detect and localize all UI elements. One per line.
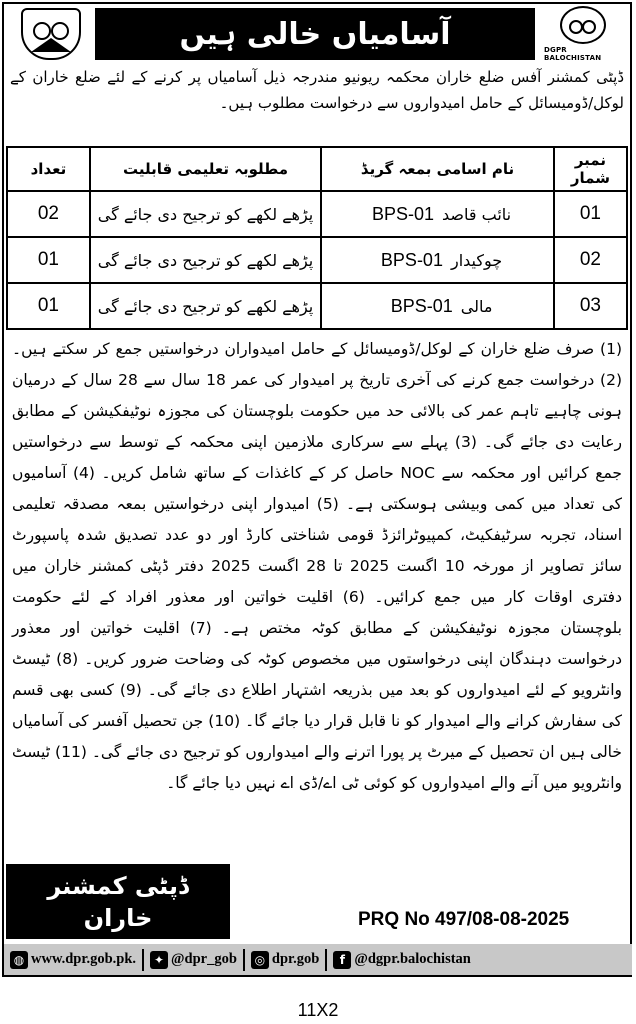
footer-website[interactable] <box>10 951 136 969</box>
post-name: مالی <box>460 296 493 316</box>
post-name: نائب قاصد <box>442 204 512 224</box>
page-title: آسامیاں خالی ہیں <box>95 8 535 60</box>
divider <box>325 949 327 971</box>
table-row <box>7 191 627 237</box>
post-grade: BPS-01 <box>380 249 443 270</box>
footer-twitter[interactable] <box>150 951 237 969</box>
post-grade: BPS-01 <box>371 203 435 224</box>
instagram-icon: ◎ <box>251 951 269 969</box>
website-link[interactable]: www.dpr.gob.pk. <box>31 951 137 967</box>
footer-instagram[interactable] <box>251 951 319 969</box>
table-header-row <box>7 147 627 191</box>
dgpr-logo-right <box>544 6 622 62</box>
qualification: پڑھے لکھے کو ترجیح دی جائے گی <box>90 283 321 329</box>
qualification: پڑھے لکھے کو ترجیح دی جائے گی <box>90 191 321 237</box>
quantity: 01 <box>7 237 90 283</box>
facebook-handle[interactable]: @dgpr.balochistan <box>354 951 471 967</box>
facebook-icon: f <box>333 951 351 969</box>
post-name-cell <box>321 237 554 283</box>
post-name: چوکیدار <box>450 250 503 270</box>
header-serial-number: نمبر شمار <box>554 147 627 191</box>
qualification: پڑھے لکھے کو ترجیح دی جائے گی <box>90 237 321 283</box>
divider <box>243 949 245 971</box>
header-post-name: نام اسامی بمعہ گریڈ <box>321 147 554 191</box>
serial-number: 01 <box>554 191 627 237</box>
signature-block <box>6 864 230 939</box>
post-grade: BPS-01 <box>390 295 453 316</box>
signature-designation: ڈپٹی کمشنر <box>47 871 189 900</box>
terms-and-conditions: (1) صرف ضلع خاران کے لوکل/ڈومیسائل کے حامل امیدواران درخواستیں جمع کر سکتے ہیں۔ (2) درخواست جمع کرنے کی آخری تاریخ پر امیدوار کی عمر 18 سال سے 28 سال کے درمیان ہونی چاہیے تاہم عمر کی بالائی حد میں حکومت بلوچستان کی مجوزہ نوٹیفکیشن کے مطابق رعایت دی جائے گی۔ (3) پہلے سے سرکاری ملازمین اپنی محکمہ کے توسط سے درخواستیں جمع کرائیں اور محکمہ سے NOC حاصل کر کے کاغذات کے ساتھ شامل کریں۔ (4) آسامیوں کی تعداد میں کمی وبیشی ہوسکتی ہے۔ (5) امیدوار اپنی درخواستیں بمعہ مصدقہ تعلیمی اسناد، تجربہ سرٹیفکیٹ، کمپیوٹرائزڈ قومی شناختی کارڈ اور دو عدد تصدیق شدہ پاسپورٹ سائز تصاویر از مورخہ 10 اگست 2025 تا 28 اگست 2025 دفتر ڈپٹی کمشنر خاران میں دفتری اوقات کار میں جمع کرائیں۔ (6) اقلیت خواتین اور معذور افراد کے لئے حکومت بلوچستان مجوزہ نوٹیفکیشن کے مطابق کوٹہ مختص ہے۔ (7) اقلیت خواتین اور معذور درخواست دہندگان اپنی درخواستوں میں مخصوص کوٹہ کی وضاحت ضرور کریں۔ (8) ٹیسٹ وانٹرویو کے لئے امیدواروں کو بعد میں بذریعہ اشتہار اطلاع دی جائے گی۔ (9) کسی بھی قسم کی سفارش کرانے والے امیدوار کو نا قابل قرار دیا جائے گا۔ (10) جن تحصیل آفسر کی آسامیاں خالی ہیں ان تحصیل کے میرٹ پر پورا اترنے والے امیدواروں کو ترجیح دی جائے گی۔ (11) ٹیسٹ وانٹرویو میں آنے والے امیدواروں کو کوئی ٹی اے/ڈی اے نہیں دیا جائے گا۔ <box>12 340 622 792</box>
dgpr-logo-caption: DGPR BALOCHISTAN <box>544 46 602 62</box>
header-quantity: تعداد <box>7 147 90 191</box>
quantity: 02 <box>7 191 90 237</box>
ad-size-label: 11X2 <box>297 1000 339 1020</box>
post-name-cell <box>321 283 554 329</box>
table-row <box>7 283 627 329</box>
instagram-handle[interactable]: dpr.gob <box>271 951 320 967</box>
post-name-cell <box>321 191 554 237</box>
divider <box>142 949 144 971</box>
serial-number: 03 <box>554 283 627 329</box>
serial-number: 02 <box>554 237 627 283</box>
quantity: 01 <box>7 283 90 329</box>
globe-icon: ◍ <box>10 951 28 969</box>
intro-paragraph: ڈپٹی کمشنر آفس ضلع خاران محکمہ ریونیو مندرجہ ذیل آسامیاں پر کرنے کے لئے ضلع خاران کے لوکل/ڈومیسائل کے حامل امیدواروں سے درخواست مطلوب ہیں۔ <box>10 68 624 112</box>
twitter-icon: ✦ <box>150 951 168 969</box>
prq-number: PRQ No 497/08-08-2025 <box>358 909 570 930</box>
header-qualification: مطلوبہ تعلیمی قابلیت <box>90 147 321 191</box>
footer-facebook[interactable] <box>333 951 471 969</box>
twitter-handle[interactable]: @dpr_gob <box>171 951 237 967</box>
signature-district: خاران <box>83 903 153 932</box>
vacancies-table <box>6 146 628 330</box>
dgpr-emblem-icon <box>560 6 606 44</box>
government-logo-left <box>12 6 90 62</box>
table-row <box>7 237 627 283</box>
balochistan-seal-icon <box>21 8 81 60</box>
footer-social-bar <box>4 944 632 975</box>
